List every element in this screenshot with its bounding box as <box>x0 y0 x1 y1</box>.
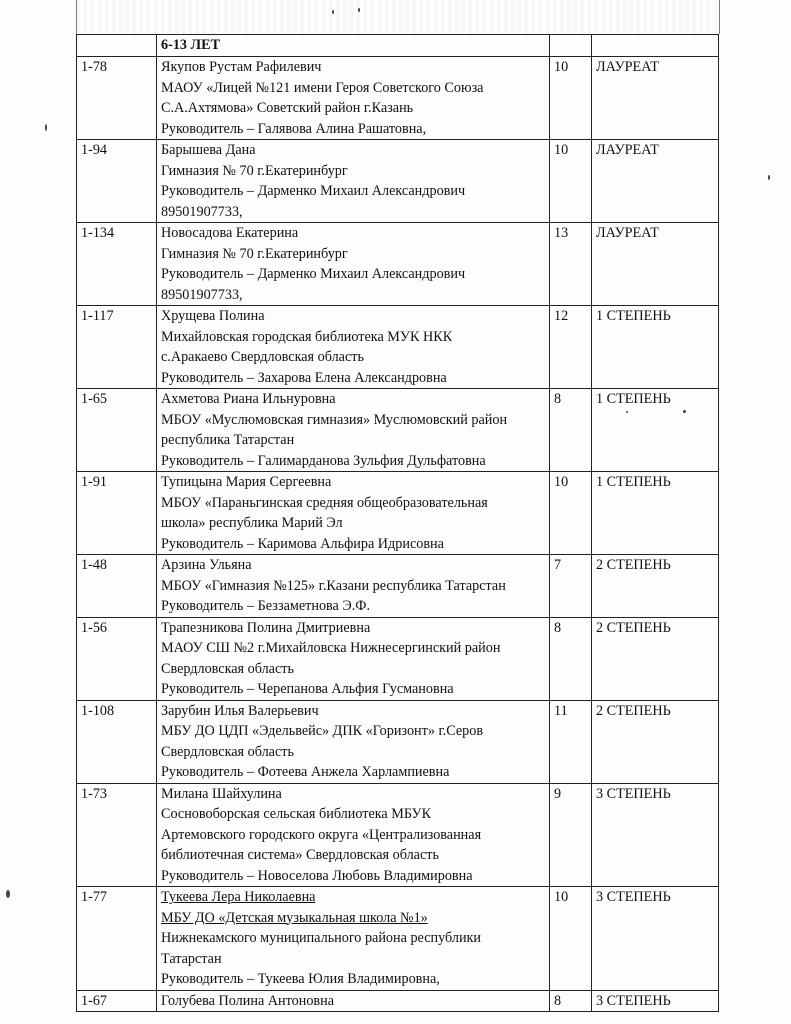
participant-detail-line: Артемовского городского округа «Централизованная <box>161 826 482 843</box>
participant-name: Барышева Дана <box>161 142 256 158</box>
participant-detail-line: Свердловская область <box>161 743 294 760</box>
participant-detail-line: Руководитель – Черепанова Альфия Гусмановна <box>161 681 454 697</box>
participant-award: 3 СТЕПЕНЬ <box>592 783 719 887</box>
participant-name: Трапезникова Полина Дмитриевна <box>161 619 371 636</box>
participant-award: 2 СТЕПЕНЬ <box>592 617 719 700</box>
participant-details <box>157 555 550 618</box>
participant-award: ЛАУРЕАТ <box>592 140 719 223</box>
participant-age: 10 <box>550 887 592 991</box>
participant-code: 1-73 <box>77 783 157 887</box>
participant-age: 9 <box>550 783 592 887</box>
participant-details <box>157 223 550 306</box>
participant-award: 2 СТЕПЕНЬ <box>592 555 719 618</box>
participant-details <box>157 389 550 472</box>
header-cell-prize <box>592 35 719 57</box>
participant-detail-line: Гимназия № 70 г.Екатеринбург <box>161 245 348 262</box>
participant-detail-line: Руководитель – Фотеева Анжела Харлампиевна <box>161 764 450 780</box>
participant-age: 10 <box>550 140 592 223</box>
scan-speck <box>358 8 360 12</box>
participant-details <box>157 990 550 1012</box>
participant-name: Ахметова Риана Ильнуровна <box>161 391 336 407</box>
participant-name: Зарубин Илья Валерьевич <box>161 702 319 719</box>
participant-row <box>77 140 719 223</box>
participant-row <box>77 887 719 991</box>
participant-award: 1 СТЕПЕНЬ <box>592 389 719 472</box>
participant-age: 13 <box>550 223 592 306</box>
participant-detail-line: 89501907733, <box>161 203 243 220</box>
participant-detail-line: Нижнекамского муниципального района республики <box>161 930 482 946</box>
participant-detail-line: Михайловская городская библиотека МУК НКК <box>161 328 453 345</box>
participant-code: 1-56 <box>77 617 157 700</box>
participant-age: 12 <box>550 306 592 389</box>
participant-detail-line: МБУ ДО ЦДП «Эдельвейс» ДПК «Горизонт» г.Серов <box>161 723 484 739</box>
scan-speck <box>332 10 334 14</box>
participant-row <box>77 223 719 306</box>
participant-details <box>157 700 550 783</box>
participant-name: Милана Шайхулина <box>161 785 282 802</box>
participant-details <box>157 57 550 140</box>
participant-detail-line: Руководитель – Дарменко Михаил Александрович <box>161 266 466 282</box>
participant-name: Якупов Рустам Рафилевич <box>161 59 322 75</box>
participant-code: 1-65 <box>77 389 157 472</box>
participant-detail-line: Руководитель – Каримова Альфира Идрисовна <box>161 535 444 552</box>
participant-details <box>157 887 550 991</box>
participant-code: 1-94 <box>77 140 157 223</box>
participant-award: 1 СТЕПЕНЬ <box>592 472 719 555</box>
participant-age: 7 <box>550 555 592 618</box>
participant-detail-line: Руководитель – Галявова Алина Рашатовна, <box>161 120 427 137</box>
participant-detail-line: с.Аракаево Свердловская область <box>161 349 364 365</box>
participant-name: Тукеева Лера Николаевна <box>161 889 316 905</box>
participant-row <box>77 617 719 700</box>
participant-detail-line: Руководитель – Дарменко Михаил Александрович <box>161 183 466 199</box>
participant-detail-line: Свердловская область <box>161 660 294 677</box>
participant-row <box>77 783 719 887</box>
participant-details <box>157 306 550 389</box>
participant-award: 3 СТЕПЕНЬ <box>592 887 719 991</box>
participant-detail-line: Сосновоборская сельская библиотека МБУК <box>161 806 432 822</box>
participant-code: 1-78 <box>77 57 157 140</box>
participant-award: 1 СТЕПЕНЬ <box>592 306 719 389</box>
participant-name: Хрущева Полина <box>161 308 265 324</box>
participant-row <box>77 389 719 472</box>
participant-age: 8 <box>550 990 592 1012</box>
participant-detail-line: 89501907733, <box>161 286 243 303</box>
scan-speck <box>683 410 686 413</box>
scan-top-edge <box>76 0 720 34</box>
participant-row <box>77 57 719 140</box>
participant-code: 1-91 <box>77 472 157 555</box>
participant-code: 1-77 <box>77 887 157 991</box>
participant-name: Тупицына Мария Сергеевна <box>161 474 332 490</box>
participant-code: 1-48 <box>77 555 157 618</box>
results-table <box>76 34 719 1012</box>
scan-speck <box>45 124 47 131</box>
participant-age: 10 <box>550 57 592 140</box>
participant-row <box>77 306 719 389</box>
scan-speck <box>6 890 10 898</box>
participant-name: Новосадова Екатерина <box>161 225 299 241</box>
participant-row <box>77 700 719 783</box>
participant-row <box>77 990 719 1012</box>
participant-award: 3 СТЕПЕНЬ <box>592 990 719 1012</box>
age-group-header-row <box>77 35 719 57</box>
scan-speck <box>626 411 628 413</box>
participant-details <box>157 140 550 223</box>
participant-details <box>157 472 550 555</box>
participant-detail-line: Руководитель – Беззаметнова Э.Ф. <box>161 598 371 614</box>
participant-row <box>77 555 719 618</box>
participant-detail-line: Руководитель – Галимарданова Зульфия Дульфатовна <box>161 452 486 469</box>
participant-details <box>157 783 550 887</box>
header-cell-age <box>550 35 592 57</box>
participant-code: 1-67 <box>77 990 157 1012</box>
participant-detail-line: республика Татарстан <box>161 432 295 448</box>
participant-age: 8 <box>550 617 592 700</box>
participant-age: 10 <box>550 472 592 555</box>
participant-detail-line: Гимназия № 70 г.Екатеринбург <box>161 162 348 179</box>
age-group-label: 6-13 ЛЕТ <box>157 35 550 57</box>
participant-code: 1-134 <box>77 223 157 306</box>
participant-detail-line: Руководитель – Захарова Елена Александровна <box>161 369 447 386</box>
participant-detail-line: МБОУ «Гимназия №125» г.Казани республика Татарстан <box>161 577 506 594</box>
participant-detail-line: Татарстан <box>161 950 222 967</box>
results-table-body <box>77 35 719 1012</box>
participant-detail-line: школа» республика Марий Эл <box>161 515 343 531</box>
participant-details <box>157 617 550 700</box>
participant-detail-line: МАОУ СШ №2 г.Михайловска Нижнесергинский район <box>161 640 501 656</box>
participant-detail-line: Руководитель – Тукеева Юлия Владимировна, <box>161 971 440 987</box>
participant-detail-line: МБОУ «Муслюмовская гимназия» Муслюмовский район <box>161 411 508 428</box>
participant-detail-line: МБУ ДО «Детская музыкальная школа №1» <box>161 909 428 926</box>
participant-code: 1-117 <box>77 306 157 389</box>
participant-age: 8 <box>550 389 592 472</box>
participant-award: ЛАУРЕАТ <box>592 57 719 140</box>
participant-name: Арзина Ульяна <box>161 557 252 573</box>
participant-name: Голубева Полина Антоновна <box>161 992 335 1009</box>
participant-award: ЛАУРЕАТ <box>592 223 719 306</box>
participant-detail-line: С.А.Ахтямова» Советский район г.Казань <box>161 100 414 116</box>
participant-detail-line: библиотечная система» Свердловская область <box>161 847 439 863</box>
scan-speck <box>768 175 770 180</box>
participant-age: 11 <box>550 700 592 783</box>
participant-row <box>77 472 719 555</box>
participant-detail-line: МАОУ «Лицей №121 имени Героя Советского Союза <box>161 79 484 96</box>
participant-detail-line: Руководитель – Новоселова Любовь Владимировна <box>161 867 473 884</box>
participant-detail-line: МБОУ «Параньгинская средняя общеобразовательная <box>161 494 488 511</box>
participant-code: 1-108 <box>77 700 157 783</box>
participant-award: 2 СТЕПЕНЬ <box>592 700 719 783</box>
header-cell-code <box>77 35 157 57</box>
